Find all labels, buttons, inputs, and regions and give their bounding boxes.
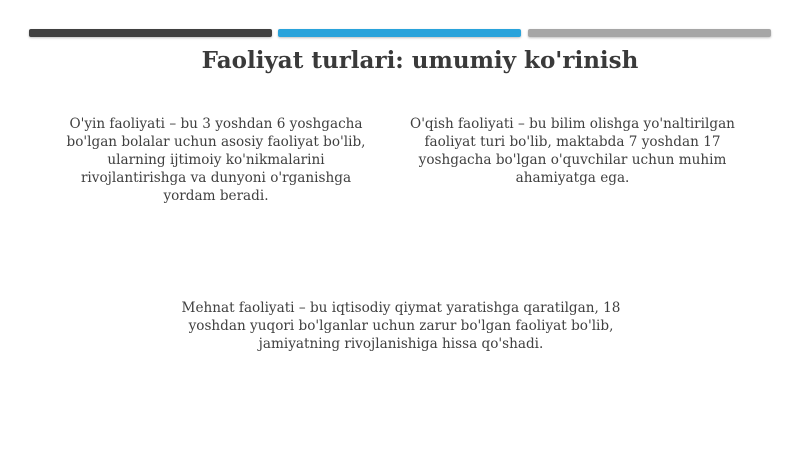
text-block-study-activity: O'qish faoliyati – bu bilim olishga yo'naltirilgan faoliyat turi bo'lib, maktabda 7 yoshdan 17 yoshgacha bo'lgan o'quvchilar uchun muhim ahamiyatga ega. (410, 116, 735, 186)
slide-title: Faoliyat turlari: umumiy ko'rinish (201, 47, 639, 74)
text-block-work-activity: Mehnat faoliyati – bu iqtisodiy qiymat yaratishga qaratilgan, 18 yoshdan yuqori bo'lganlar uchun zarur bo'lgan faoliyat bo'lib, jamiyatning rivojlanishiga hissa qo'shadi. (181, 300, 621, 352)
accent-bar-blue (278, 29, 521, 37)
text-block-play-activity: O'yin faoliyati – bu 3 yoshdan 6 yoshgacha bo'lgan bolalar uchun asosiy faoliyat bo'lib, ularning ijtimoiy ko'nikmalarini rivojlantirishga va dunyoni o'rganishga yordam beradi. (66, 116, 366, 204)
accent-bar-dark (29, 29, 272, 37)
accent-bar-gray (528, 29, 771, 37)
